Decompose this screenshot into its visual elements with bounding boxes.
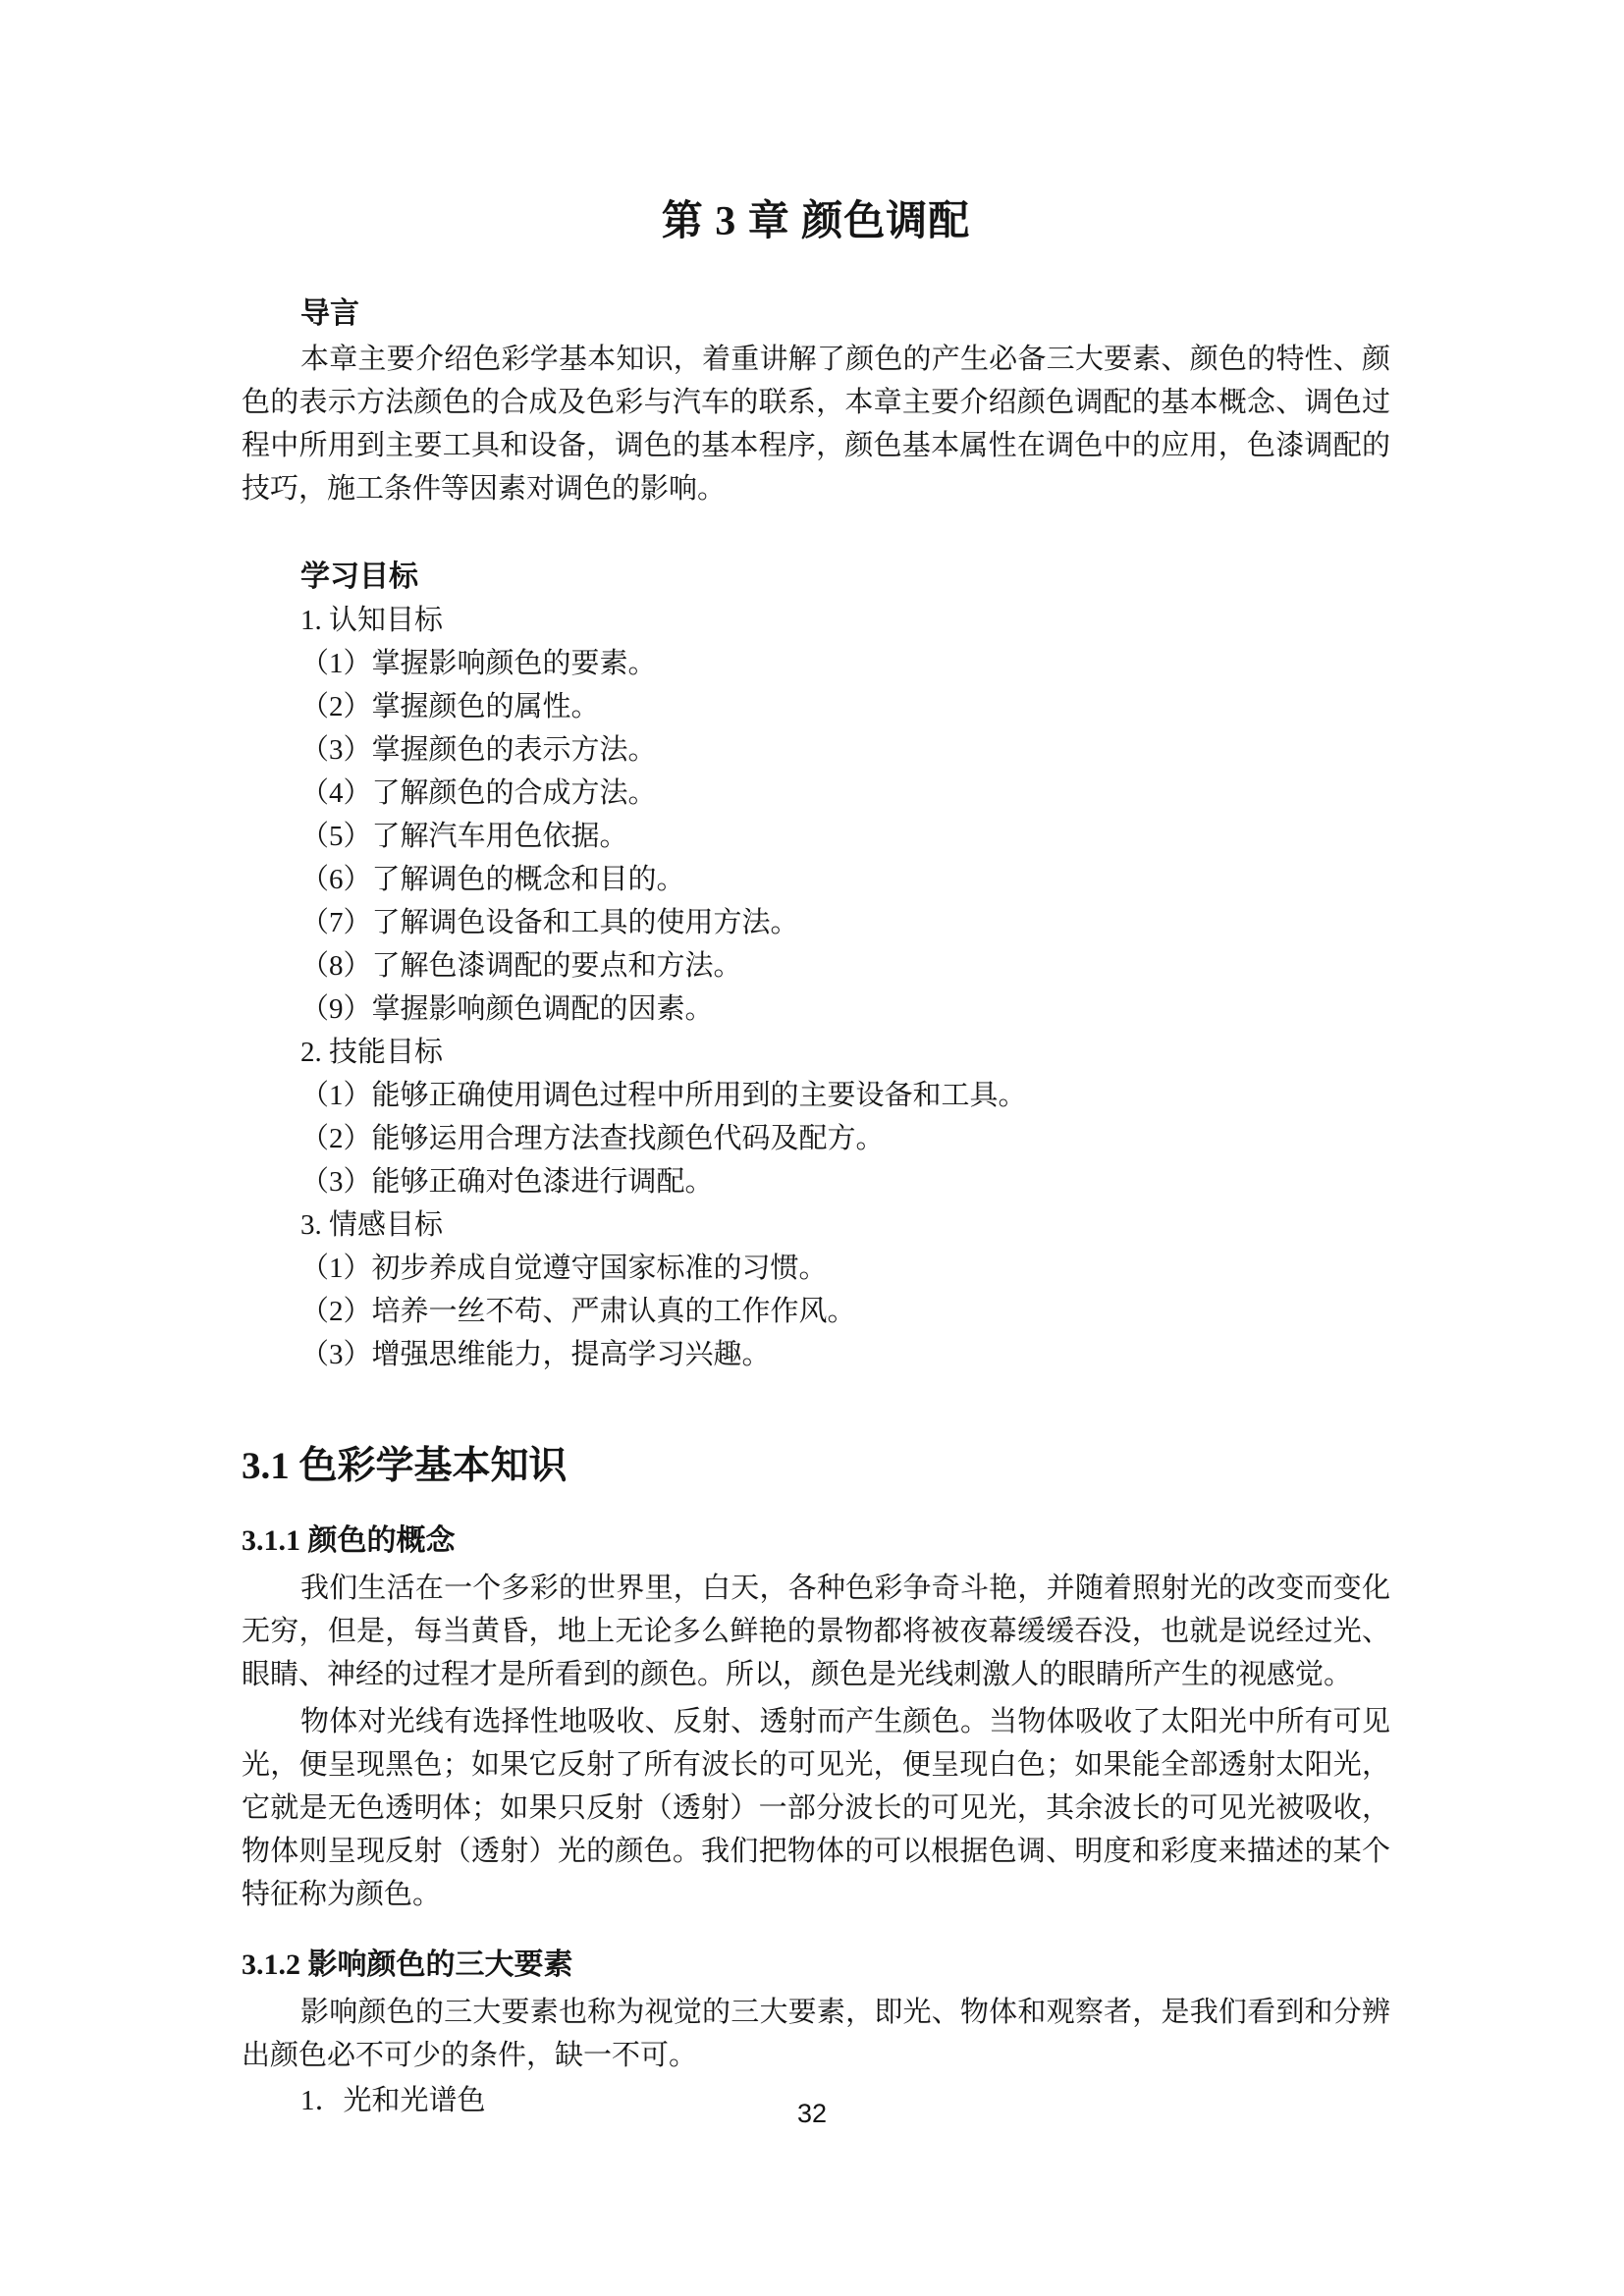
page-number: 32 <box>796 2099 828 2128</box>
objective-line: （5）了解汽车用色依据。 <box>300 821 628 852</box>
objective-line: （7）了解调色设备和工具的使用方法。 <box>300 907 799 938</box>
objective-line: （2）掌握颜色的属性。 <box>300 691 600 722</box>
objective-line: （3）掌握颜色的表示方法。 <box>300 734 657 766</box>
objectives-heading: 学习目标 <box>300 561 418 593</box>
objective-line: （9）掌握影响颜色调配的因素。 <box>300 993 714 1025</box>
objective-line: 3. 情感目标 <box>300 1209 444 1241</box>
objective-line: （1）初步养成自觉遵守国家标准的习惯。 <box>300 1253 828 1284</box>
objective-line: （1）掌握影响颜色的要素。 <box>300 648 657 679</box>
objective-line: （2）培养一丝不苟、严肃认真的工作作风。 <box>300 1296 856 1327</box>
section-heading-3-1: 3.1 色彩学基本知识 <box>242 1445 568 1487</box>
objective-line: （3）增强思维能力，提高学习兴趣。 <box>300 1339 771 1370</box>
chapter-title: 第 3 章 颜色调配 <box>661 199 971 244</box>
objective-line: （8）了解色漆调配的要点和方法。 <box>300 950 742 982</box>
numbered-item: 1．光和光谱色 <box>300 2085 486 2116</box>
lead-in-paragraph: 本章主要介绍色彩学基本知识，着重讲解了颜色的产生必备三大要素、颜色的特性、颜色的表示方法颜色的合成及色彩与汽车的联系，本章主要介绍颜色调配的基本概念、调色过程中所用到主要工具和设备，调色的基本程序，颜色基本属性在调色中的应用，色漆调配的技巧，施工条件等因素对调色的影响。 <box>242 344 1390 505</box>
objective-line: （4）了解颜色的合成方法。 <box>300 777 657 809</box>
objective-line: （3）能够正确对色漆进行调配。 <box>300 1166 714 1198</box>
subsection-heading-3-1-1: 3.1.1 颜色的概念 <box>242 1524 456 1557</box>
body-paragraph: 我们生活在一个多彩的世界里，白天，各种色彩争奇斗艳，并随着照射光的改变而变化无穷，但是，每当黄昏，地上无论多么鲜艳的景物都将被夜幕缓缓吞没，也就是说经过光、眼睛、神经的过程才是所看到的颜色。所以，颜色是光线刺激人的眼睛所产生的视感觉。 <box>242 1573 1390 1690</box>
objective-line: 1. 认知目标 <box>300 605 444 636</box>
lead-in-heading: 导言 <box>300 297 359 330</box>
body-paragraph: 影响颜色的三大要素也称为视觉的三大要素，即光、物体和观察者，是我们看到和分辨出颜色必不可少的条件，缺一不可。 <box>242 1997 1390 2071</box>
objectives-list <box>242 599 1390 1376</box>
objective-line: （2）能够运用合理方法查找颜色代码及配方。 <box>300 1123 885 1154</box>
body-paragraph: 物体对光线有选择性地吸收、反射、透射而产生颜色。当物体吸收了太阳光中所有可见光，便呈现黑色；如果它反射了所有波长的可见光，便呈现白色；如果能全部透射太阳光，它就是无色透明体；如果只反射（透射）一部分波长的可见光，其余波长的可见光被吸收，物体则呈现反射（透射）光的颜色。我们把物体的可以根据色调、明度和彩度来描述的某个特征称为颜色。 <box>242 1706 1390 1910</box>
subsection-heading-3-1-2: 3.1.2 影响颜色的三大要素 <box>242 1949 573 1981</box>
objective-line: （1）能够正确使用调色过程中所用到的主要设备和工具。 <box>300 1080 1027 1111</box>
objective-line: （6）了解调色的概念和目的。 <box>300 864 685 895</box>
objective-line: 2. 技能目标 <box>300 1037 444 1068</box>
